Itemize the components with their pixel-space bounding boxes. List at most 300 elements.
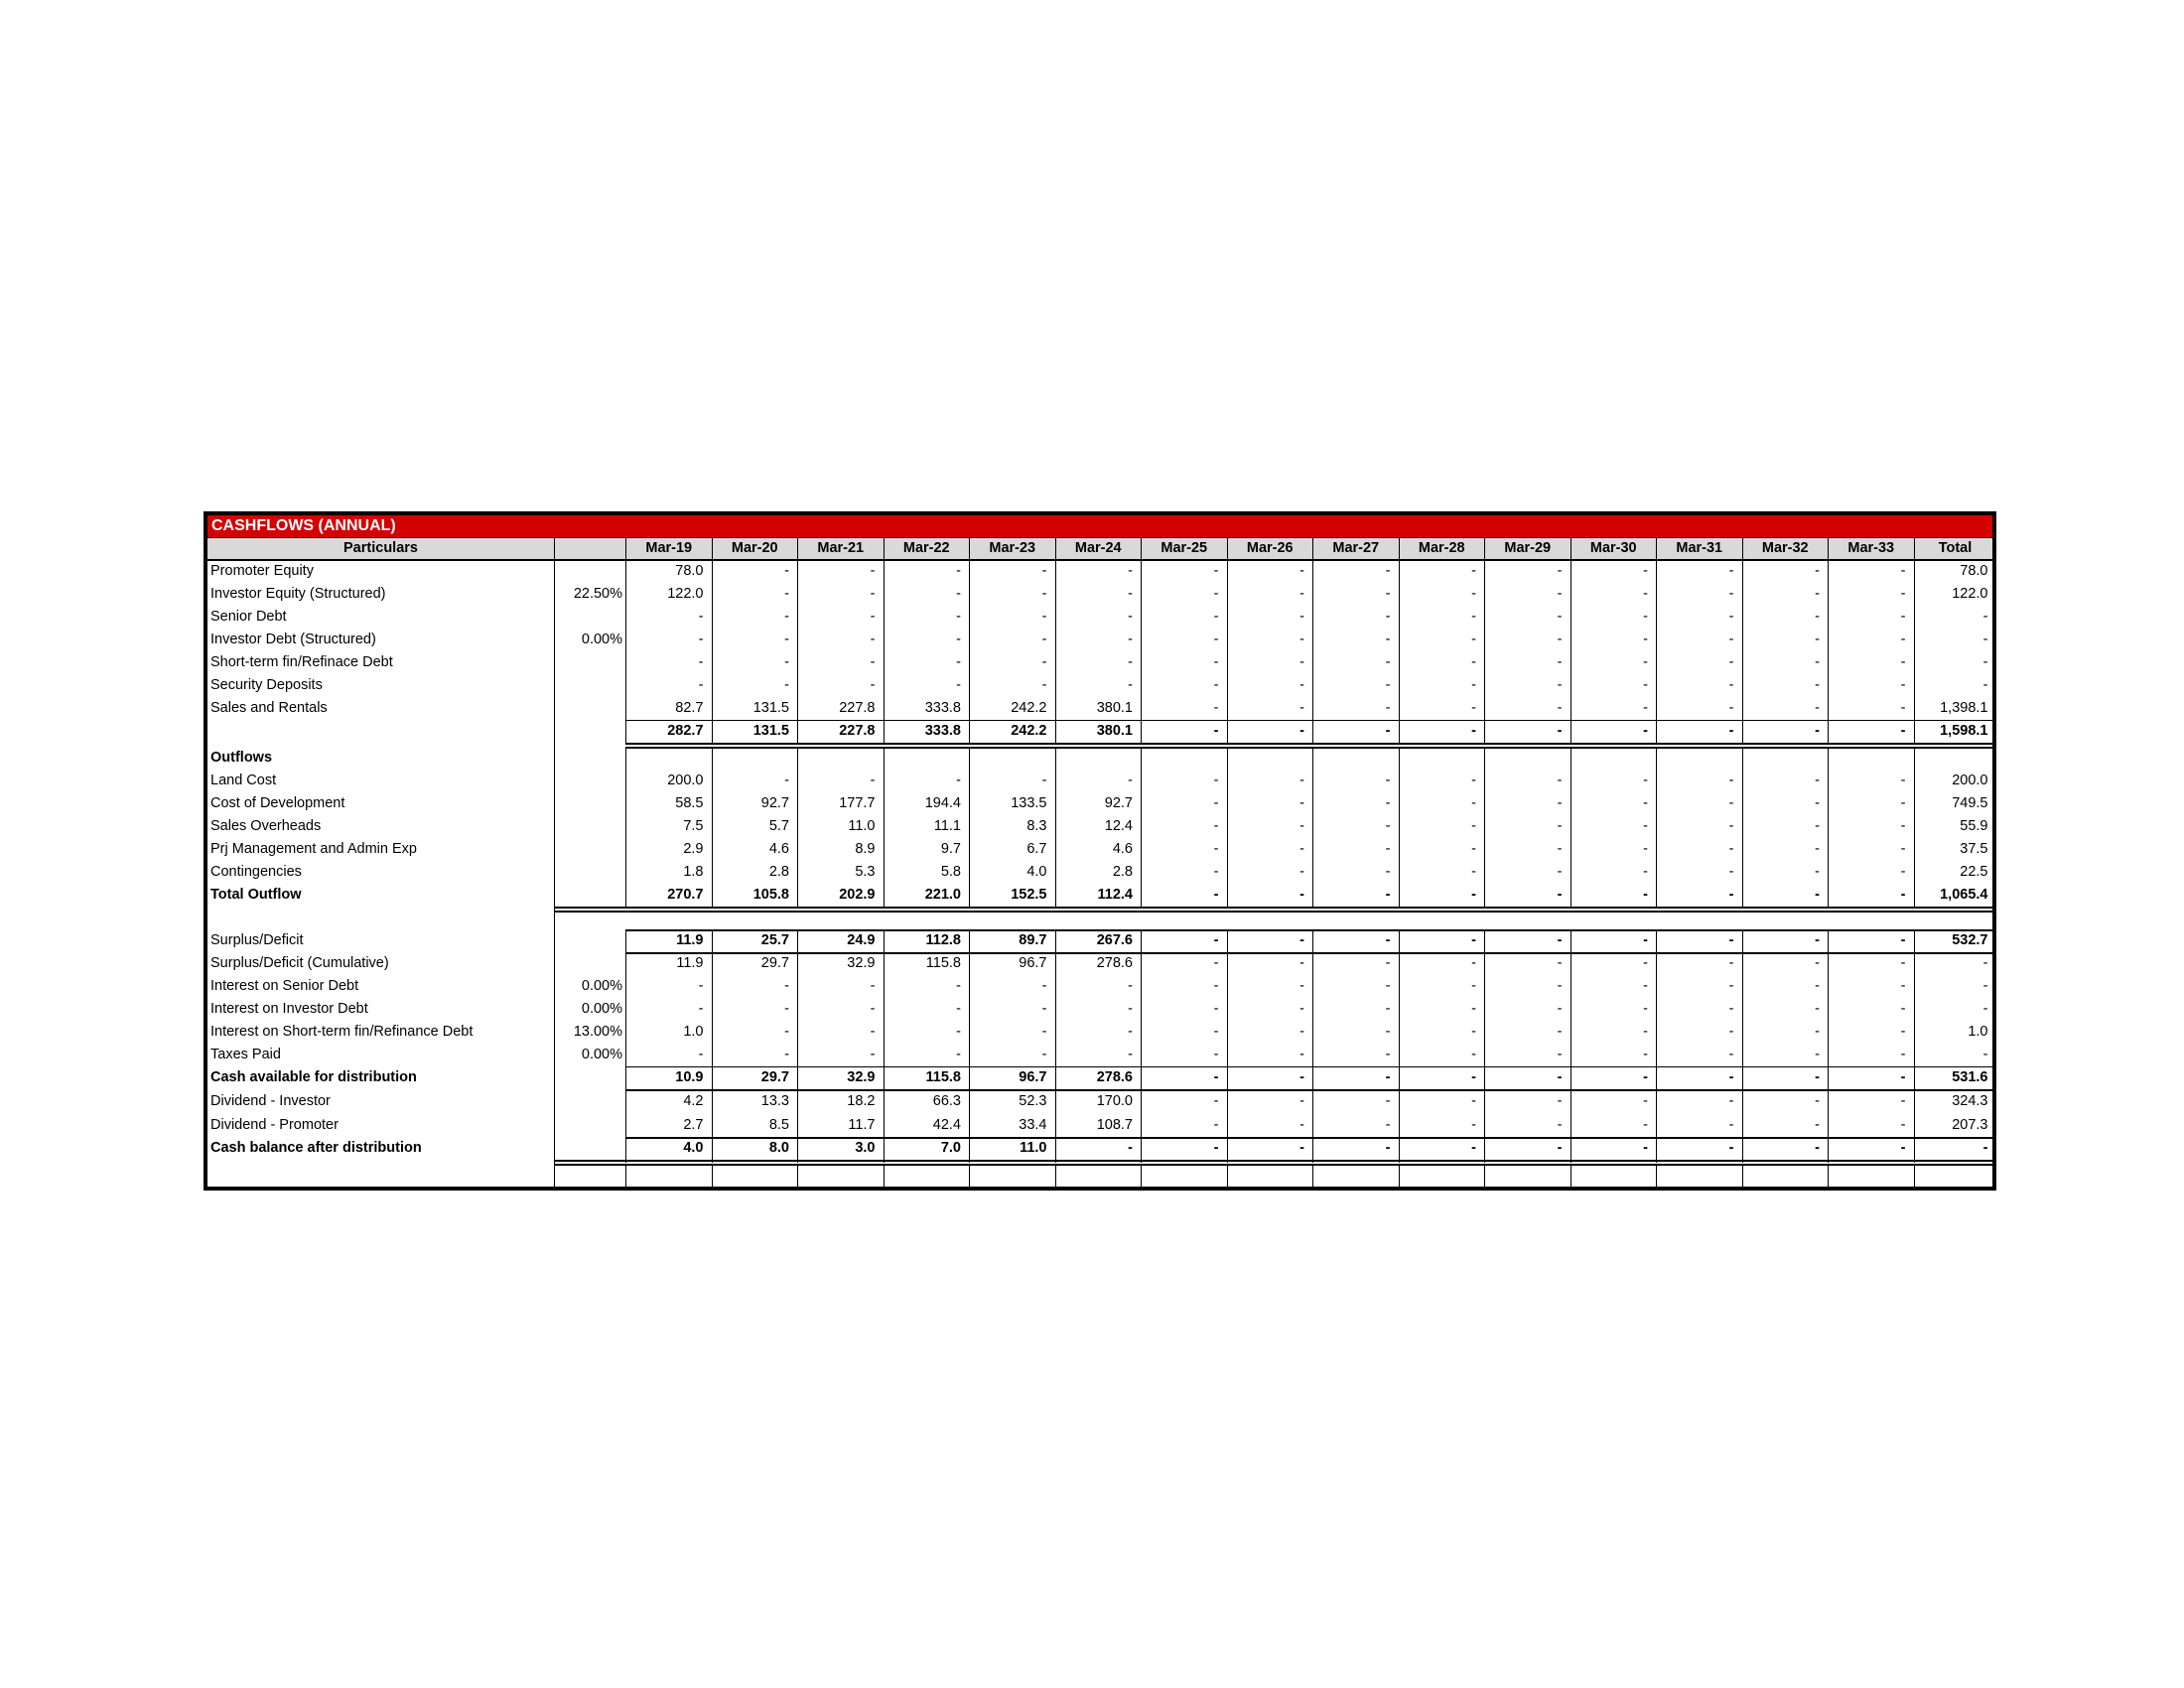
grid-vline (1484, 560, 1485, 743)
value-cell: - (1557, 795, 1563, 811)
row-rate (554, 674, 625, 697)
row-label: Security Deposits (210, 677, 323, 693)
header-period: Mar-33 (1828, 537, 1914, 560)
value-cell: - (1471, 632, 1476, 647)
grid-vline (1484, 1166, 1485, 1191)
value-cell: - (1299, 932, 1304, 948)
row-rate (554, 1137, 625, 1160)
grid-vline (797, 929, 798, 1163)
value-cell: - (1728, 700, 1734, 716)
value-cell: - (1299, 609, 1304, 625)
total-cell: 22.5 (1960, 864, 1988, 880)
value-cell: - (1815, 1024, 1820, 1040)
grid-vline (1914, 1166, 1915, 1191)
value-cell (625, 747, 712, 770)
value-cell: 131.5 (752, 723, 789, 739)
value-cell: 7.0 (940, 1140, 961, 1156)
value-cell: - (1041, 773, 1047, 788)
value-cell: 11.1 (933, 818, 961, 834)
value-cell: - (1471, 609, 1476, 625)
value-cell: - (1728, 1001, 1734, 1017)
value-cell: 6.7 (1026, 841, 1047, 857)
value-cell: - (1557, 955, 1563, 971)
value-cell: - (1557, 609, 1563, 625)
total-cell: 200.0 (1952, 773, 1988, 788)
value-cell: - (1213, 700, 1219, 716)
value-cell: - (1728, 563, 1734, 579)
grid-vline (1742, 929, 1743, 1163)
value-cell: - (784, 1047, 789, 1062)
value-cell: - (870, 563, 876, 579)
value-cell: - (1900, 654, 1906, 670)
total-cell: - (1982, 1047, 1988, 1062)
value-cell: - (1728, 723, 1734, 739)
value-cell: 105.8 (752, 887, 789, 903)
value-cell: - (1385, 1093, 1391, 1109)
row-rate (554, 884, 625, 907)
value-cell: - (1471, 1140, 1476, 1156)
grid-vline (797, 747, 798, 907)
value-cell (712, 747, 798, 770)
value-cell: - (1128, 609, 1133, 625)
grid-vline (712, 747, 713, 907)
row-rate (554, 1114, 625, 1137)
grid-hline (554, 1160, 1994, 1162)
header-period: Mar-21 (797, 537, 884, 560)
value-cell: - (784, 978, 789, 994)
value-cell: - (1213, 586, 1219, 602)
value-cell: 4.0 (683, 1140, 704, 1156)
value-cell: - (1557, 654, 1563, 670)
value-cell: - (1643, 563, 1648, 579)
grid-vline (884, 929, 885, 1163)
value-cell: - (1385, 677, 1391, 693)
row-rate: 0.00% (581, 1001, 622, 1017)
value-cell: - (870, 1001, 876, 1017)
row-rate (554, 815, 625, 838)
value-cell: - (784, 677, 789, 693)
value-cell: - (698, 1001, 704, 1017)
value-cell: - (1471, 1093, 1476, 1109)
row-rate: 0.00% (581, 1047, 622, 1062)
value-cell: - (1900, 609, 1906, 625)
value-cell (1399, 747, 1485, 770)
value-cell: - (1815, 841, 1820, 857)
value-cell: - (1815, 609, 1820, 625)
value-cell: - (1213, 1140, 1219, 1156)
value-cell: - (1128, 1047, 1133, 1062)
value-cell: - (1557, 864, 1563, 880)
total-cell: 1,398.1 (1940, 700, 1988, 716)
value-cell: 133.5 (1011, 795, 1047, 811)
value-cell: - (1041, 654, 1047, 670)
grid-vline (1055, 1166, 1056, 1191)
value-cell: 96.7 (1019, 955, 1047, 971)
value-cell: - (1213, 841, 1219, 857)
value-cell: - (1643, 1024, 1648, 1040)
value-cell: - (1900, 932, 1906, 948)
value-cell: - (1471, 563, 1476, 579)
value-cell: - (1213, 1001, 1219, 1017)
value-cell: - (1299, 1140, 1304, 1156)
value-cell: 18.2 (847, 1093, 876, 1109)
value-cell: - (1728, 955, 1734, 971)
value-cell: - (956, 978, 961, 994)
total-cell: - (1982, 654, 1988, 670)
value-cell: - (1471, 1117, 1476, 1133)
row-rate (554, 1066, 625, 1089)
value-cell: - (1728, 773, 1734, 788)
value-cell: - (1299, 563, 1304, 579)
value-cell: - (1557, 1140, 1563, 1156)
grid-hline (625, 952, 1996, 954)
value-cell: 221.0 (924, 887, 961, 903)
value-cell: - (956, 632, 961, 647)
row-label: Cash available for distribution (210, 1069, 417, 1085)
total-cell: - (1982, 1001, 1988, 1017)
header-period: Mar-29 (1484, 537, 1570, 560)
row-rate (554, 861, 625, 884)
value-cell: 380.1 (1096, 700, 1133, 716)
value-cell: - (1471, 1024, 1476, 1040)
value-cell: - (1299, 654, 1304, 670)
grid-vline (1742, 1166, 1743, 1191)
row-label: Surplus/Deficit (Cumulative) (210, 955, 389, 971)
grid-vline (1484, 929, 1485, 1163)
value-cell: - (1643, 700, 1648, 716)
value-cell: - (1643, 1117, 1648, 1133)
value-cell: - (1471, 932, 1476, 948)
total-cell: 324.3 (1952, 1093, 1988, 1109)
value-cell: 112.4 (1097, 887, 1133, 903)
value-cell: - (1557, 723, 1563, 739)
header-period: Mar-28 (1399, 537, 1485, 560)
total-cell: - (1982, 978, 1988, 994)
grid-vline (1828, 747, 1829, 907)
value-cell: 92.7 (760, 795, 789, 811)
value-cell: - (1728, 841, 1734, 857)
value-cell: 170.0 (1096, 1093, 1133, 1109)
value-cell: 177.7 (839, 795, 876, 811)
grid-vline (969, 747, 970, 907)
grid-vline (969, 560, 970, 743)
value-cell: - (1471, 773, 1476, 788)
value-cell (1570, 747, 1657, 770)
row-label: Surplus/Deficit (210, 932, 304, 948)
value-cell: 25.7 (760, 932, 789, 948)
value-cell: - (1128, 654, 1133, 670)
value-cell: - (1471, 818, 1476, 834)
value-cell: - (1643, 818, 1648, 834)
value-cell: - (1900, 700, 1906, 716)
value-cell: - (784, 586, 789, 602)
value-cell: 11.9 (676, 955, 704, 971)
value-cell: - (1471, 1047, 1476, 1062)
value-cell: - (1385, 887, 1391, 903)
row-label: Sales and Rentals (210, 700, 328, 716)
grid-vline (1055, 747, 1056, 907)
value-cell: - (1213, 609, 1219, 625)
total-cell: 532.7 (1952, 932, 1988, 948)
value-cell: - (870, 677, 876, 693)
value-cell: 96.7 (1019, 1069, 1047, 1085)
grid-vline (797, 1166, 798, 1191)
value-cell: - (1385, 1024, 1391, 1040)
grid-vline (1227, 560, 1228, 743)
header-period: Mar-27 (1312, 537, 1399, 560)
value-cell: - (1900, 723, 1906, 739)
value-cell: 11.0 (1020, 1140, 1047, 1156)
row-rate (554, 651, 625, 674)
grid-vline (625, 560, 626, 743)
grid-vline (625, 747, 626, 907)
value-cell: 242.2 (1011, 723, 1047, 739)
value-cell (1227, 747, 1313, 770)
value-cell: - (1385, 1069, 1391, 1085)
value-cell: - (1900, 1024, 1906, 1040)
grid-vline (1570, 560, 1571, 743)
value-cell (884, 747, 970, 770)
grid-vline (1656, 747, 1657, 907)
value-cell: - (870, 978, 876, 994)
total-cell: - (1982, 1140, 1988, 1156)
value-cell: 152.5 (1011, 887, 1047, 903)
value-cell: - (1213, 1093, 1219, 1109)
value-cell: - (1557, 677, 1563, 693)
value-cell: - (1728, 632, 1734, 647)
grid-vline (712, 560, 713, 743)
value-cell: - (1213, 864, 1219, 880)
value-cell: - (1557, 563, 1563, 579)
value-cell: - (1643, 841, 1648, 857)
grid-vline (1828, 560, 1829, 743)
header-total: Total (1914, 537, 1996, 560)
value-cell (1484, 747, 1570, 770)
value-cell: 58.5 (675, 795, 704, 811)
value-cell: - (1900, 1117, 1906, 1133)
row-label: Dividend - Promoter (210, 1117, 339, 1133)
value-cell (1055, 747, 1142, 770)
grid-vline (1055, 929, 1056, 1163)
value-cell: - (956, 677, 961, 693)
value-cell: - (1128, 1024, 1133, 1040)
value-cell: 108.7 (1096, 1117, 1133, 1133)
value-cell: - (1041, 1047, 1047, 1062)
grid-vline (1828, 1166, 1829, 1191)
row-rate (554, 560, 625, 583)
value-cell: - (1385, 586, 1391, 602)
grid-vline (1312, 1166, 1313, 1191)
value-cell: - (1299, 677, 1304, 693)
grid-vline (1656, 1166, 1657, 1191)
value-cell: - (1900, 1140, 1906, 1156)
value-cell: - (1213, 955, 1219, 971)
value-cell: 270.7 (667, 887, 704, 903)
value-cell: - (1213, 563, 1219, 579)
value-cell: - (1728, 1117, 1734, 1133)
value-cell: - (1900, 955, 1906, 971)
value-cell: 82.7 (675, 700, 704, 716)
value-cell: 29.7 (760, 955, 789, 971)
value-cell: - (1815, 586, 1820, 602)
value-cell: - (1557, 632, 1563, 647)
value-cell: - (1041, 1001, 1047, 1017)
grid-vline (969, 929, 970, 1163)
row-label: Contingencies (210, 864, 302, 880)
value-cell: - (1213, 932, 1219, 948)
value-cell: - (1213, 632, 1219, 647)
value-cell: - (1471, 654, 1476, 670)
total-cell: - (1982, 677, 1988, 693)
row-label: Land Cost (210, 773, 277, 788)
header-period: Mar-31 (1656, 537, 1742, 560)
value-cell: 282.7 (667, 723, 704, 739)
value-cell: - (1643, 1140, 1648, 1156)
grid-vline (884, 1166, 885, 1191)
value-cell: - (1299, 795, 1304, 811)
value-cell: - (1728, 1140, 1734, 1156)
value-cell (1141, 747, 1227, 770)
value-cell: - (956, 654, 961, 670)
value-cell: - (1385, 841, 1391, 857)
value-cell: 5.8 (940, 864, 961, 880)
value-cell: - (1213, 1047, 1219, 1062)
value-cell: - (1128, 677, 1133, 693)
grid-vline (1227, 747, 1228, 907)
value-cell: - (1385, 700, 1391, 716)
grid-vline (1570, 929, 1571, 1163)
value-cell: - (698, 1047, 704, 1062)
value-cell: - (1385, 1001, 1391, 1017)
value-cell: - (1728, 932, 1734, 948)
value-cell: - (1041, 1024, 1047, 1040)
row-rate (554, 792, 625, 815)
value-cell: 32.9 (847, 1069, 876, 1085)
header-period: Mar-23 (969, 537, 1055, 560)
value-cell: 52.3 (1019, 1093, 1047, 1109)
grid-vline (554, 537, 555, 1191)
value-cell: 333.8 (924, 723, 961, 739)
grid-vline (1484, 747, 1485, 907)
grid-hline (625, 720, 1996, 721)
grid-vline (712, 1166, 713, 1191)
value-cell: - (1728, 609, 1734, 625)
value-cell: - (1299, 586, 1304, 602)
value-cell: - (1643, 864, 1648, 880)
value-cell: - (1728, 586, 1734, 602)
grid-vline (1914, 929, 1915, 1163)
value-cell: 3.0 (855, 1140, 876, 1156)
header-period: Mar-32 (1742, 537, 1829, 560)
value-cell: - (698, 978, 704, 994)
value-cell: 92.7 (1104, 795, 1133, 811)
row-label: Cash balance after distribution (210, 1140, 422, 1156)
total-cell: - (1982, 955, 1988, 971)
value-cell: - (1557, 932, 1563, 948)
grid-hline (554, 907, 1994, 909)
value-cell: - (1815, 1117, 1820, 1133)
value-cell: - (1471, 586, 1476, 602)
total-cell: 55.9 (1960, 818, 1988, 834)
value-cell: - (1557, 1024, 1563, 1040)
value-cell: 11.0 (848, 818, 876, 834)
value-cell: - (1728, 1093, 1734, 1109)
row-rate (554, 747, 625, 770)
value-cell: - (1815, 1047, 1820, 1062)
total-cell: 78.0 (1960, 563, 1988, 579)
value-cell: 32.9 (847, 955, 876, 971)
value-cell: 202.9 (839, 887, 876, 903)
value-cell: - (1643, 1047, 1648, 1062)
total-cell: 749.5 (1952, 795, 1988, 811)
grid-hline (625, 743, 1996, 745)
row-rate (554, 838, 625, 861)
value-cell: - (1128, 586, 1133, 602)
value-cell: - (1728, 864, 1734, 880)
value-cell: - (1643, 654, 1648, 670)
header-period: Mar-24 (1055, 537, 1142, 560)
header-period: Mar-20 (712, 537, 798, 560)
value-cell: - (698, 654, 704, 670)
grid-hline (554, 1164, 1994, 1166)
value-cell: - (1299, 773, 1304, 788)
grid-vline (1399, 560, 1400, 743)
row-label: Senior Debt (210, 609, 287, 625)
value-cell: - (784, 773, 789, 788)
row-label: Taxes Paid (210, 1047, 281, 1062)
value-cell: 115.8 (925, 1069, 961, 1085)
value-cell: 33.4 (1019, 1117, 1047, 1133)
row-rate (554, 720, 625, 743)
grid-vline (1570, 1166, 1571, 1191)
value-cell: - (956, 586, 961, 602)
value-cell (1312, 747, 1399, 770)
value-cell: 2.8 (1112, 864, 1133, 880)
header-period: Mar-25 (1141, 537, 1227, 560)
value-cell: - (1041, 677, 1047, 693)
value-cell: 78.0 (675, 563, 704, 579)
value-cell: - (698, 609, 704, 625)
value-cell: - (1128, 632, 1133, 647)
value-cell: - (1815, 887, 1820, 903)
value-cell: - (1385, 795, 1391, 811)
value-cell: - (1728, 1047, 1734, 1062)
value-cell: - (1643, 677, 1648, 693)
value-cell: - (1041, 978, 1047, 994)
value-cell: - (1471, 677, 1476, 693)
value-cell: - (1728, 677, 1734, 693)
value-cell: - (1299, 1047, 1304, 1062)
header-period: Mar-19 (625, 537, 712, 560)
value-cell: - (1471, 841, 1476, 857)
value-cell: 1.8 (683, 864, 704, 880)
grid-vline (625, 1166, 626, 1191)
value-cell: - (1643, 1069, 1648, 1085)
value-cell: - (1213, 887, 1219, 903)
value-cell: - (1557, 700, 1563, 716)
value-cell: - (870, 773, 876, 788)
row-label: Prj Management and Admin Exp (210, 841, 417, 857)
value-cell: - (1299, 887, 1304, 903)
grid-hline (625, 1089, 1996, 1091)
value-cell: - (1557, 1001, 1563, 1017)
value-cell: - (1900, 563, 1906, 579)
value-cell: - (1041, 563, 1047, 579)
value-cell: - (1385, 723, 1391, 739)
row-rate (554, 697, 625, 720)
value-cell: - (1557, 586, 1563, 602)
grid-vline (1656, 929, 1657, 1163)
